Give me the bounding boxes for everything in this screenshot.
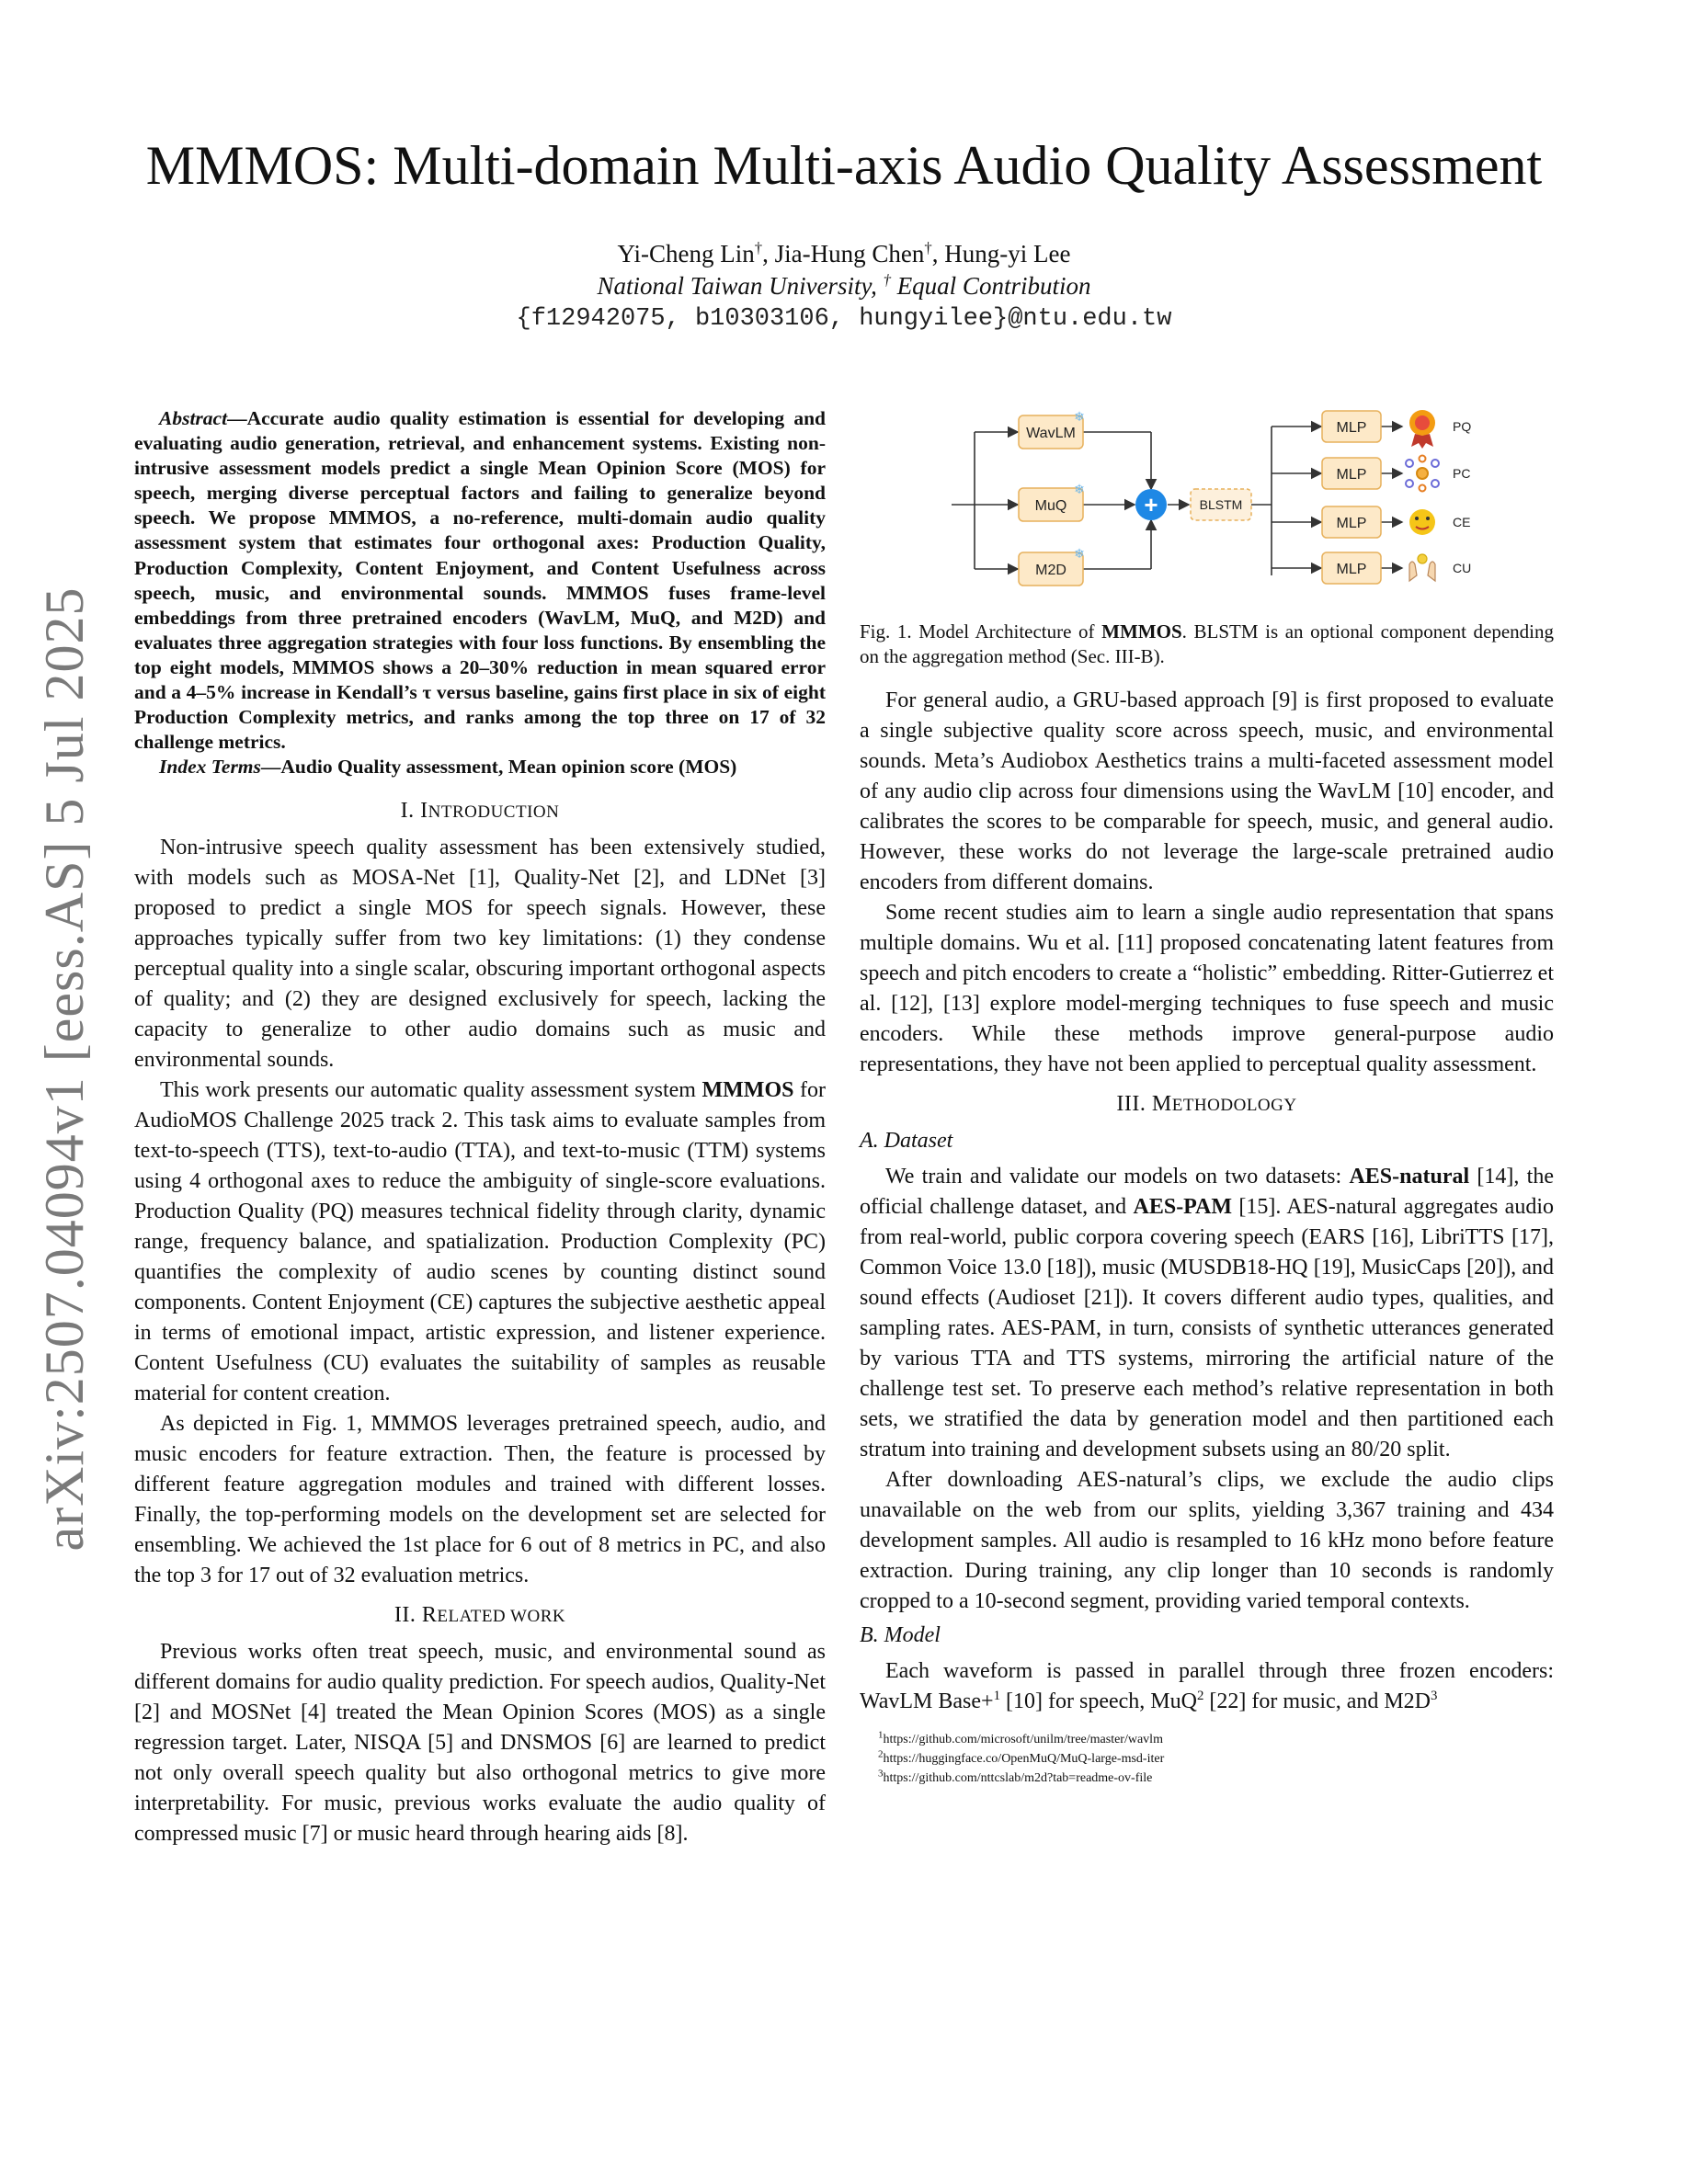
section-heading-introduction: I. INTRODUCTION	[400, 799, 560, 824]
m2d-encoder-box	[1019, 546, 1085, 586]
wavlm-encoder-box	[1019, 409, 1085, 449]
left-column	[134, 406, 826, 1849]
right-column	[860, 406, 1554, 1788]
muq-encoder-box	[1019, 482, 1085, 521]
svg-text:MuQ: MuQ	[1034, 498, 1067, 514]
mlp-box	[1322, 506, 1381, 538]
paragraph: For general audio, a GRU-based approach [9] is first proposed to evaluate a single subjective quality score across speech, music, and environmental sounds. Meta’s Audiobox Aesthetics trains a multi-faceted assessment model of any audio clip across four dimensions using the WavLM [10] encoder, and calibrates the scores to be comparable for speech, music, and general audio. However, these works do not leverage the large-scale pretrained audio encoders from different domains.	[860, 688, 1554, 894]
subsection-heading-model: B. Model	[860, 1623, 941, 1647]
section-heading-methodology: III. METHODOLOGY	[1116, 1092, 1297, 1116]
footnote: $^1$https://github.com/microsoft/unilm/tree/master/wavlm	[878, 1729, 1163, 1746]
svg-text:WavLM: WavLM	[1026, 426, 1076, 441]
hands-icon	[1409, 554, 1435, 581]
snowflake-icon: ❄	[1074, 409, 1085, 424]
paragraph: This work presents our automatic quality assessment system MMMOS for AudioMOS Challenge 2025 track 2. This task aims to evaluate samples from text-to-speech (TTS), text-to-audio (TTA), and text-to-music (TTM) systems using 4 orthogonal axes to reduce the ambiguity of single-score evaluations. Production Quality (PQ) measures technical fidelity through clarity, dynamic range, frequency balance, and spatialization. Production Complexity (PC) quantifies the complexity of audio scenes by counting distinct sound components. Content Enjoyment (CE) captures the subjective aesthetic appeal in terms of emotional impact, artistic expression, and listener experience. Content Usefulness (CU) evaluates the suitability of samples as reusable material for content creation.	[134, 1078, 827, 1406]
paragraph: We train and validate our models on two datasets: AES-natural [14], the official challenge dataset, and AES-PAM [15]. AES-natural aggregates audio from real-world, public corpora covering speech (EARS [16], LibriTTS [17], Common Voice 13.0 [18]), music (MUSDB18-HQ [19], MusicCaps [20]), and sound effects (Audioset [21]). It covers different audio types, qualities, and sampling rates. AES-PAM, in turn, consists of synthetic utterances generated by various TTA and TTS systems, mirroring the artificial nature of the challenge test set. To preserve each method’s relative representation in both sets, we stratified the data by generation model and then partitioned each stratum into training and development subsets using an 80/20 split.	[860, 1165, 1555, 1462]
architecture-figure	[860, 406, 1554, 614]
author-1: Yi-Cheng Lin	[617, 240, 755, 267]
affiliation: National Taiwan University, † Equal Contribution	[597, 271, 1091, 300]
paragraph: After downloading AES-natural’s clips, we exclude the audio clips unavailable on the web from our splits, yielding 3,367 training and 434 development samples. All audio is resampled to 16 kHz mono before feature extraction. During training, any clip longer than 10 seconds is randomly cropped to a 10-second segment, providing varied temporal contexts.	[860, 1468, 1554, 1613]
svg-text:+: +	[1144, 491, 1158, 518]
svg-text:MLP: MLP	[1336, 562, 1367, 577]
svg-text:MLP: MLP	[1336, 516, 1367, 531]
architecture-diagram	[860, 406, 1554, 614]
svg-text:M2D: M2D	[1035, 563, 1066, 578]
cu-label: CU	[1453, 561, 1472, 575]
author-3: Hung-yi Lee	[944, 240, 1071, 267]
blstm-box	[1191, 489, 1251, 520]
paragraph: Some recent studies aim to learn a single audio representation that spans multiple domains. Wu et al. [11] proposed concatenating latent features from speech and pitch encoders to create a “holistic” embedding. Ritter-Gutierrez et al. [12], [13] explore model-merging techniques to fuse speech and music encoders. While these methods improve general-purpose audio representations, they have not been applied to perceptual quality assessment.	[860, 901, 1554, 1076]
snowflake-icon: ❄	[1074, 482, 1085, 496]
quality-badge-icon	[1409, 410, 1435, 449]
paragraph: As depicted in Fig. 1, MMMOS leverages pretrained speech, audio, and music encoders for feature extraction. Then, the feature is processed by different feature aggregation modules and trained with different losses. Finally, the top-performing models on the development set are selected for ensembling. We achieved the 1st place for 6 out of 8 metrics in PC, and also the top 3 for 17 out of 32 evaluation metrics.	[134, 1412, 826, 1588]
snowflake-icon: ❄	[1074, 546, 1085, 561]
mlp-box	[1322, 411, 1381, 442]
footnotes	[860, 1730, 1554, 1788]
paper-title: MMMOS: Multi-domain Multi-axis Audio Quality Assessment	[145, 135, 1543, 196]
smiley-icon	[1409, 509, 1435, 535]
author-2: Jia-Hung Chen	[774, 240, 925, 267]
svg-text:BLSTM: BLSTM	[1199, 497, 1243, 512]
mlp-box	[1322, 458, 1381, 489]
section-heading-related-work: II. RELATED WORK	[393, 1603, 566, 1628]
author-list: Yi-Cheng Lin†, Jia-Hung Chen†, Hung-yi Lee	[617, 239, 1071, 267]
figure-caption: Fig. 1. Model Architecture of MMMOS. BLSTM is an optional component depending on the aggregation method (Sec. III-B).	[860, 620, 1554, 667]
network-icon	[1406, 456, 1439, 492]
paragraph: Each waveform is passed in parallel through three frozen encoders: WavLM Base+$^1$ [10] for speech, MuQ$^2$ [22] for music, and $M2D^3$	[860, 1659, 1554, 1713]
footnote: $^2$https://huggingface.co/OpenMuQ/MuQ-large-msd-iter	[878, 1748, 1165, 1766]
index-terms: Index Terms—Audio Quality assessment, Mean opinion score (MOS)	[159, 756, 737, 779]
svg-text:MLP: MLP	[1336, 420, 1367, 436]
mlp-box	[1322, 552, 1381, 584]
subsection-heading-dataset: A. Dataset	[860, 1129, 953, 1153]
waveform-icon	[901, 479, 942, 530]
paragraph: Non-intrusive speech quality assessment has been extensively studied, with models such as MOSA-Net [1], Quality-Net [2], and LDNet [3] proposed to predict a single MOS for speech signals. However, these approaches typically suffer from two key limitations: (1) they condense perceptual quality into a single scalar, obscuring important orthogonal aspects of quality; and (2) they are designed exclusively for speech, lacking the capacity to generalize to other audio domains such as music and environmental sounds.	[134, 836, 826, 1073]
abstract: Abstract—Accurate audio quality estimation is essential for developing and evaluating audio generation, retrieval, and enhancement systems. Existing non-intrusive assessment models predict a single Mean Opinion Score (MOS) for speech, merging diverse perceptual factors and failing to generalize beyond speech. We propose MMMOS, a no-reference, multi-domain audio quality assessment system that estimates four orthogonal axes: Production Quality, Production Complexity, Content Enjoyment, and Content Usefulness across speech, music, and environmental sounds. MMMOS fuses frame-level embeddings from three pretrained encoders (WavLM, MuQ, and M2D) and evaluates three aggregation strategies with four loss functions. By ensembling the top eight models, MMMOS shows a 20–30% reduction in mean squared error and a 4–5% increase in Kendall’s τ versus baseline, gains first place in six of eight Production Complexity metrics, and ranks among the top three on 17 of 32 challenge metrics.	[134, 407, 826, 754]
author-emails: {f12942075, b10303106, hungyilee}@ntu.edu.tw	[516, 305, 1172, 333]
paragraph: Previous works often treat speech, music, and environmental sound as different domains for audio quality prediction. For speech audios, Quality-Net [2] and MOSNet [4] treated the Mean Opinion Scores (MOS) as a single regression target. Later, NISQA [5] and DNSMOS [6] are learned to predict not only overall speech quality but also orthogonal metrics to give more interpretability. For music, previous works evaluate the audio quality of compressed music [7] or music heard through hearing aids [8].	[134, 1640, 826, 1847]
arxiv-stamp: arXiv:2507.04094v1 [eess.AS] 5 Jul 2025	[34, 586, 95, 1552]
pc-label: PC	[1453, 466, 1471, 481]
ce-label: CE	[1453, 515, 1471, 529]
pq-label: PQ	[1453, 419, 1472, 434]
svg-text:MLP: MLP	[1336, 467, 1367, 483]
footnote: $^3$https://github.com/nttcslab/m2d?tab=readme-ov-file	[878, 1768, 1153, 1785]
sum-icon	[1135, 489, 1167, 520]
